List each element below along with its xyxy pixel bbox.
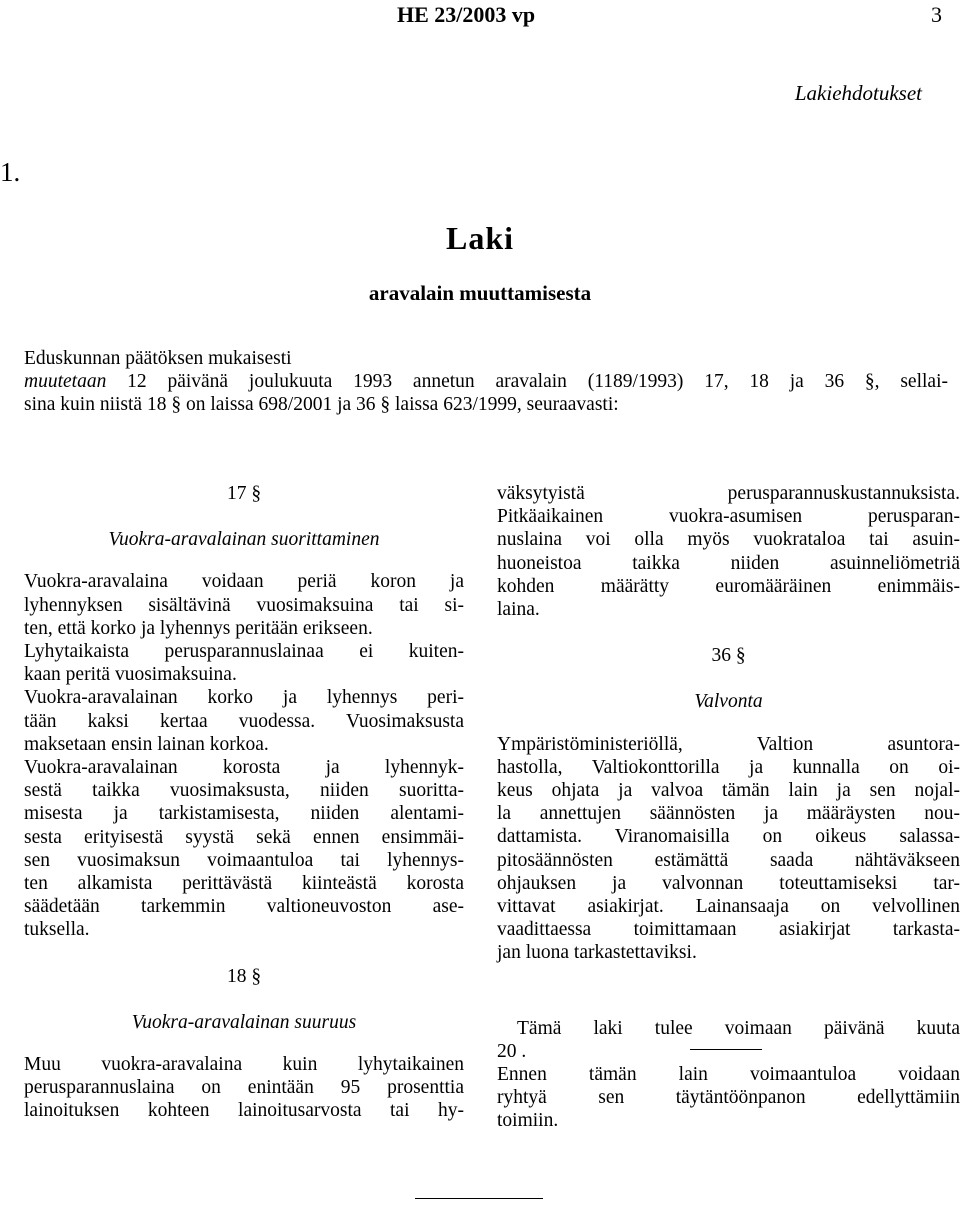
text-line: nuslaina voi olla myös vuokrataloa tai asuin- xyxy=(497,529,960,551)
section-18-title: Vuokra-aravalainan suuruus xyxy=(131,1011,357,1033)
text-line: vittavat asiakirjat. Lainansaaja on velvollinen xyxy=(497,896,960,918)
entry-line-1: Tämä laki tulee voimaan päivänä kuuta xyxy=(517,1017,960,1039)
page-number: 3 xyxy=(931,2,942,27)
left-column xyxy=(24,482,464,1123)
text-line: kaan peritä vuosimaksuina. xyxy=(24,664,237,686)
section-17-number: 17 xyxy=(226,483,247,504)
intro-verb: muutetaan xyxy=(24,371,107,393)
text-line: keus ohjata ja valvoa tämän lain ja sen nojal- xyxy=(497,780,960,802)
text-line: perusparannuslaina on enintään 95 prosenttia xyxy=(24,1077,464,1099)
text-line: sestä taikka vuosimaksusta, niiden suoritta- xyxy=(24,780,464,802)
text-line: lainoituksen kohteen lainoitusarvosta tai hy- xyxy=(24,1100,464,1122)
text-line: tuksella. xyxy=(24,919,90,941)
section-18-heading xyxy=(24,965,464,988)
text-line: dattamista. Viranomaisilla on oikeus salassa- xyxy=(497,826,960,848)
text-line: jan luona tarkastettaviksi. xyxy=(497,942,697,964)
section-sign-icon: § xyxy=(735,645,746,667)
section-17-heading xyxy=(24,482,464,505)
text-line: hastolla, Valtiokonttorilla ja kunnalla on oi- xyxy=(497,756,960,778)
section-sign-icon: § xyxy=(251,483,262,504)
text-line: Vuokra-aravalainan korosta ja lyhennyk- xyxy=(24,757,464,779)
text-line: sesta erityisestä syystä sekä ennen ensimmäi- xyxy=(24,826,464,848)
section-18-number: 18 xyxy=(226,965,247,987)
section-18-body xyxy=(24,1053,464,1123)
text-line: misesta ja tarkistamisesta, niiden alentami- xyxy=(24,803,464,825)
section-18-continuation xyxy=(497,482,960,621)
text-line: kohden määrätty euromääräinen enimmäis- xyxy=(497,575,960,597)
text-line: ten alkamista perittävästä kiinteästä korosta xyxy=(24,873,464,895)
section-label: Lakiehdotukset xyxy=(794,81,922,105)
text-line: pitosäännösten estämättä saada nähtäväkseen xyxy=(497,849,960,871)
text-line: maksetaan ensin lainan korkoa. xyxy=(24,733,269,755)
text-line: Ympäristöministeriöllä, Valtion asuntora- xyxy=(497,733,960,755)
text-line: Vuokra-aravalaina voidaan periä koron ja xyxy=(24,571,464,593)
text-line: ohjauksen ja valvonnan toteuttamiseksi tar- xyxy=(497,872,960,894)
section-36-heading xyxy=(497,644,960,667)
text-line: ten, että korko ja lyhennys peritään erikseen. xyxy=(24,617,373,639)
intro-line-1: Eduskunnan päätöksen mukaisesti xyxy=(24,348,292,369)
law-subtitle: aravalain muuttamisesta xyxy=(368,281,592,305)
text-line: ryhtyä sen täytäntöönpanon edellyttämiin xyxy=(497,1087,960,1109)
text-line: sen vuosimaksun voimaantuloa tai lyhennys- xyxy=(24,849,464,871)
section-36-body xyxy=(497,733,960,965)
section-17-title: Vuokra-aravalainan suorittaminen xyxy=(108,529,380,551)
text-line: säädetään tarkemmin valtioneuvoston ase- xyxy=(24,896,464,918)
text-line: Muu vuokra-aravalaina kuin lyhytaikainen xyxy=(24,1054,464,1076)
text-line: huoneistoa taikka niiden asuinneliömetriä xyxy=(497,552,960,574)
section-17-body xyxy=(24,570,464,941)
intro-line-2 xyxy=(24,370,948,393)
intro-line-3: sina kuin niistä 18 § on laissa 698/2001 ja 36 § laissa 623/1999, seuraavasti: xyxy=(24,394,619,416)
text-line: vaadittaessa toimittamaan asiakirjat tarkasta- xyxy=(497,919,960,941)
entry-into-force xyxy=(497,1017,960,1063)
text-line: laina. xyxy=(497,599,540,621)
intro-block xyxy=(24,347,948,417)
section-36-number: 36 xyxy=(711,645,731,667)
text-line: Vuokra-aravalainan korko ja lyhennys peri- xyxy=(24,687,464,709)
text-line: la annettujen säännösten ja määräysten nou- xyxy=(497,803,960,825)
law-number: 1. xyxy=(0,157,21,187)
document-id: HE 23/2003 vp xyxy=(397,2,536,27)
text-line: Ennen tämän lain voimaantuloa voidaan xyxy=(497,1064,960,1086)
text-line: toimiin. xyxy=(497,1110,559,1132)
text-line: lyhennyksen sisältävinä vuosimaksuina tai si- xyxy=(24,594,464,616)
right-column xyxy=(497,482,960,1133)
text-line: väksytyistä perusparannuskustannuksista. xyxy=(497,483,960,504)
law-title: Laki xyxy=(445,220,515,256)
intro-line-2-rest: 12 päivänä joulukuuta 1993 annetun aravalain (1189/1993) 17, 18 ja 36 §, sellai- xyxy=(106,371,948,393)
text-line: Lyhytaikaista perusparannuslainaa ei kuiten- xyxy=(24,641,464,663)
entry-transition xyxy=(497,1063,960,1133)
section-sign-icon: § xyxy=(251,965,262,987)
footer-divider xyxy=(415,1198,543,1199)
text-line: tään kaksi kertaa vuodessa. Vuosimaksusta xyxy=(24,710,464,732)
text-line: Pitkäaikainen vuokra-asumisen perusparan- xyxy=(497,506,960,528)
section-36-title: Valvonta xyxy=(694,691,763,713)
entry-line-2: 20 . xyxy=(497,1040,527,1062)
signature-divider xyxy=(690,1049,762,1050)
